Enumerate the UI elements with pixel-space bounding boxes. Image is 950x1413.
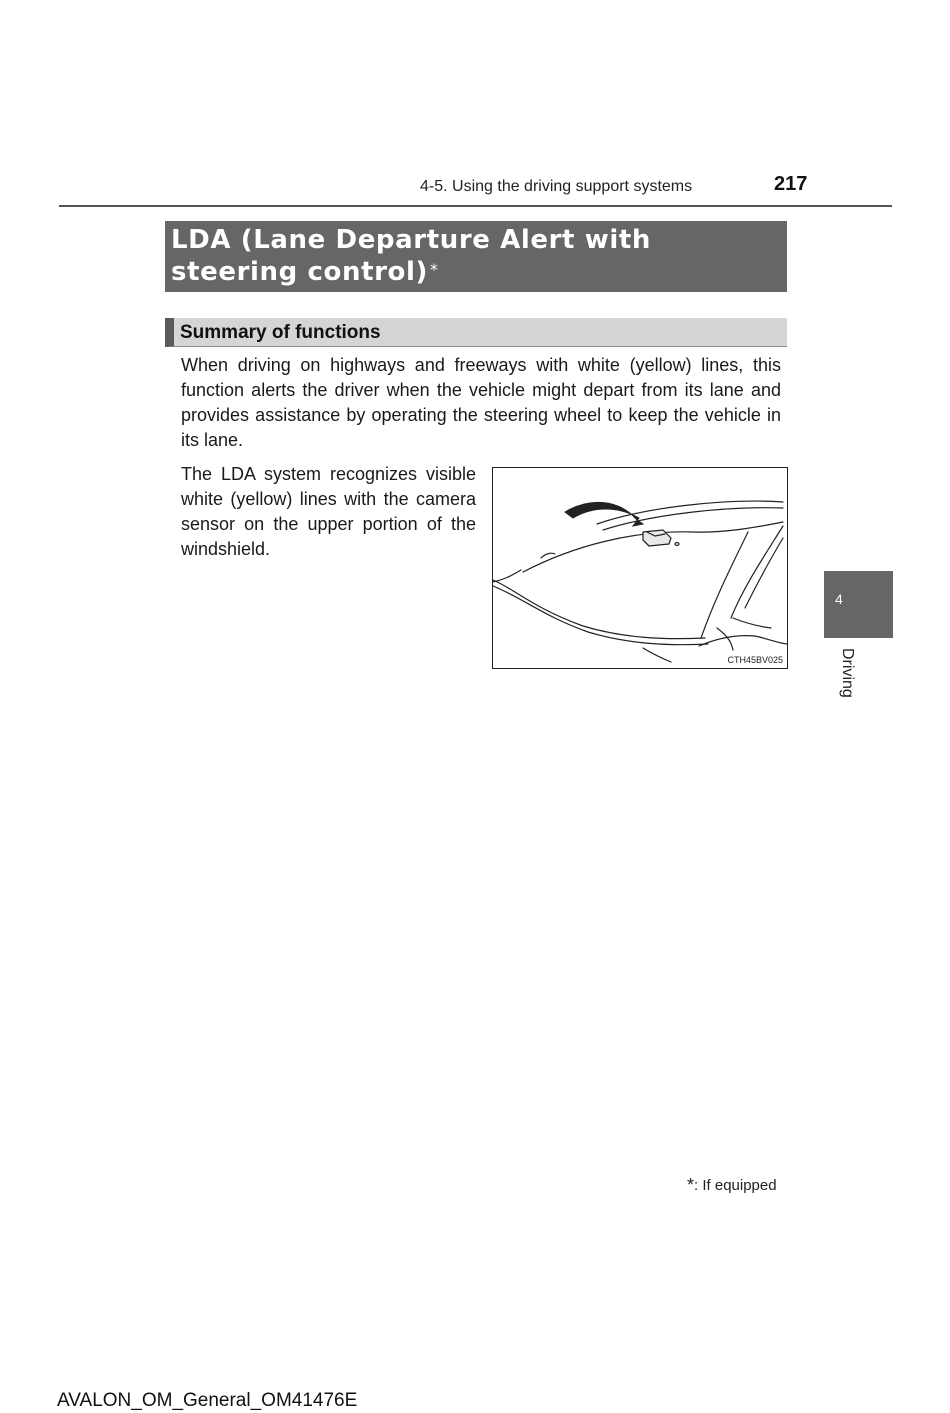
footnote	[687, 1174, 777, 1195]
camera-paragraph: The LDA system recognizes visible white (yellow) lines with the camera sensor on the upper portion of the windshield.	[181, 464, 476, 559]
windshield-camera-icon	[493, 468, 787, 668]
footnote-text: : If equipped	[694, 1177, 777, 1194]
document-footer: AVALON_OM_General_OM41476E	[57, 1390, 358, 1411]
intro-paragraph: When driving on highways and freeways with white (yellow) lines, this function alerts the driver when the vehicle might depart from its lane and provides assistance by operating the steering wheel to keep the vehicle in its lane.	[181, 355, 781, 450]
section-subheading	[165, 318, 787, 347]
chapter-tab	[824, 571, 893, 638]
figure-code: CTH45BV025	[727, 655, 783, 665]
page-title: LDA (Lane Departure Alert with steering control)	[171, 225, 651, 287]
chapter-number: 4	[835, 591, 843, 607]
footnote-mark: *	[687, 1175, 695, 1195]
chapter-label: Driving	[839, 648, 856, 698]
subheading-text: Summary of functions	[180, 322, 381, 343]
page-number: 217	[774, 173, 808, 195]
title-footnote-mark: *	[429, 260, 439, 279]
title-box	[165, 221, 787, 292]
header-divider	[59, 205, 892, 207]
header-section-title: 4-5. Using the driving support systems	[420, 178, 693, 195]
windshield-camera-figure	[492, 467, 788, 669]
